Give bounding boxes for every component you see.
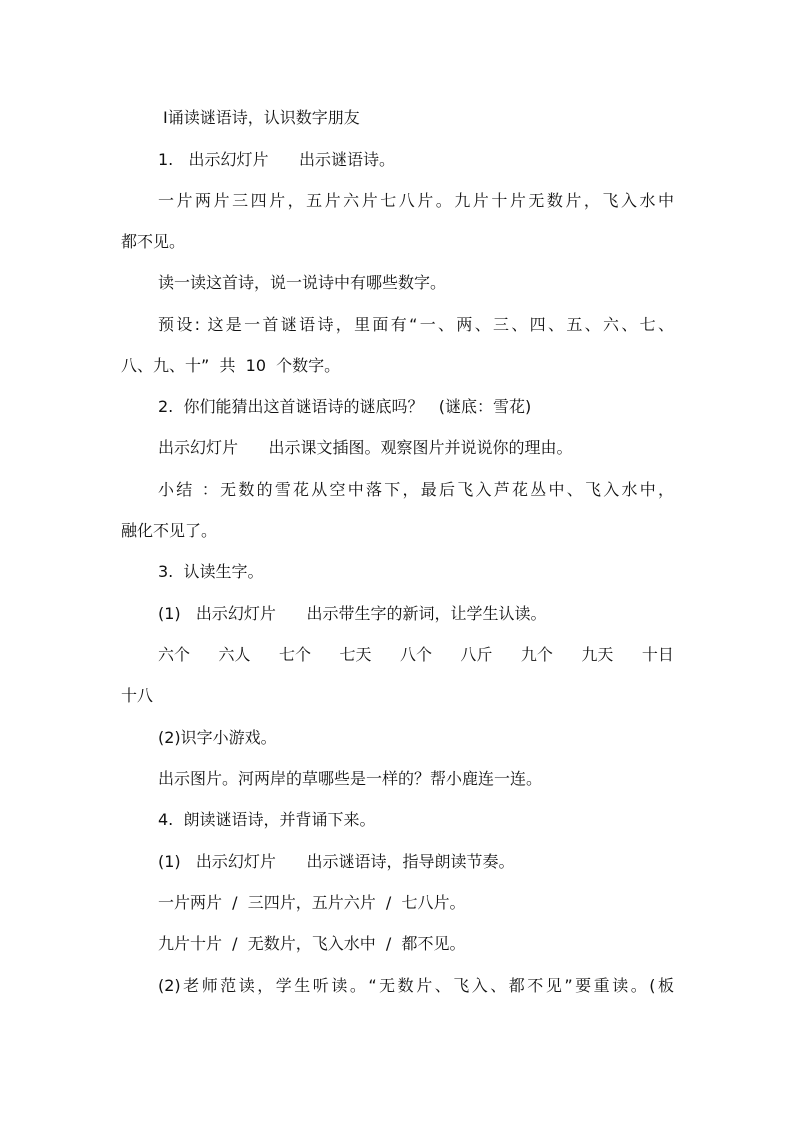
word-item: 六人 (218, 645, 251, 664)
poem-line-1: 一片两片三四片，五片六片七八片。九片十片无数片，飞入水中 (158, 191, 674, 210)
word-item: 九个 (520, 645, 553, 664)
step-4-line: 4. 朗读谜语诗，并背诵下来。 (158, 810, 376, 829)
section-heading: Ⅰ诵读谜语诗，认识数字朋友 (163, 108, 360, 127)
word-item: 八斤 (460, 645, 493, 664)
word-list-continuation: 十八 (121, 686, 154, 705)
activity-line: 出示图片。河两岸的草哪些是一样的？帮小鹿连一连。 (158, 769, 543, 788)
word-list (158, 645, 674, 665)
summary-line-1: 小结 ：无数的雪花从空中落下，最后飞入芦花丛中、飞入水中， (158, 480, 674, 499)
rhythm-line-2: 九片十片 / 无数片，飞入水中 / 都不见。 (158, 934, 466, 953)
step-3-line: 3. 认读生字。 (158, 562, 264, 581)
prediction-line-1: 预设: 这是一首谜语诗，里面有“一、两、三、四、五、六、七、 (158, 315, 674, 334)
word-item: 九天 (581, 645, 614, 664)
summary-line-2: 融化不见了。 (121, 521, 218, 540)
prediction-line-2: 八、九、十” 共 10 个数字。 (121, 356, 341, 375)
word-item: 七天 (339, 645, 372, 664)
rhythm-line-1: 一片两片 / 三四片，五片六片 / 七八片。 (158, 893, 466, 912)
reading-substep-1-line: (1) 出示幻灯片 出示谜语诗，指导朗读节奏。 (158, 852, 515, 871)
illustration-line: 出示幻灯片 出示课文插图。观察图片并说说你的理由。 (158, 438, 573, 457)
word-item: 八个 (399, 645, 432, 664)
step-2-line: 2. 你们能猜出这首谜语诗的谜底吗？ (谜底：雪花) (158, 397, 532, 416)
word-item: 十日 (641, 645, 674, 664)
poem-line-2: 都不见。 (121, 232, 186, 251)
substep-2-line: (2)识字小游戏。 (158, 728, 277, 747)
substep-1-line: (1) 出示幻灯片 出示带生字的新词，让学生认读。 (158, 604, 547, 623)
word-item: 六个 (158, 645, 191, 664)
instruction-line: 读一读这首诗，说一说诗中有哪些数字。 (158, 273, 447, 292)
word-item: 七个 (278, 645, 311, 664)
reading-substep-2-line: (2)老师范读，学生听读。“无数片、飞入、都不见”要重读。(板 (158, 976, 674, 995)
step-1-line: 1. 出示幻灯片 出示谜语诗。 (158, 150, 396, 169)
